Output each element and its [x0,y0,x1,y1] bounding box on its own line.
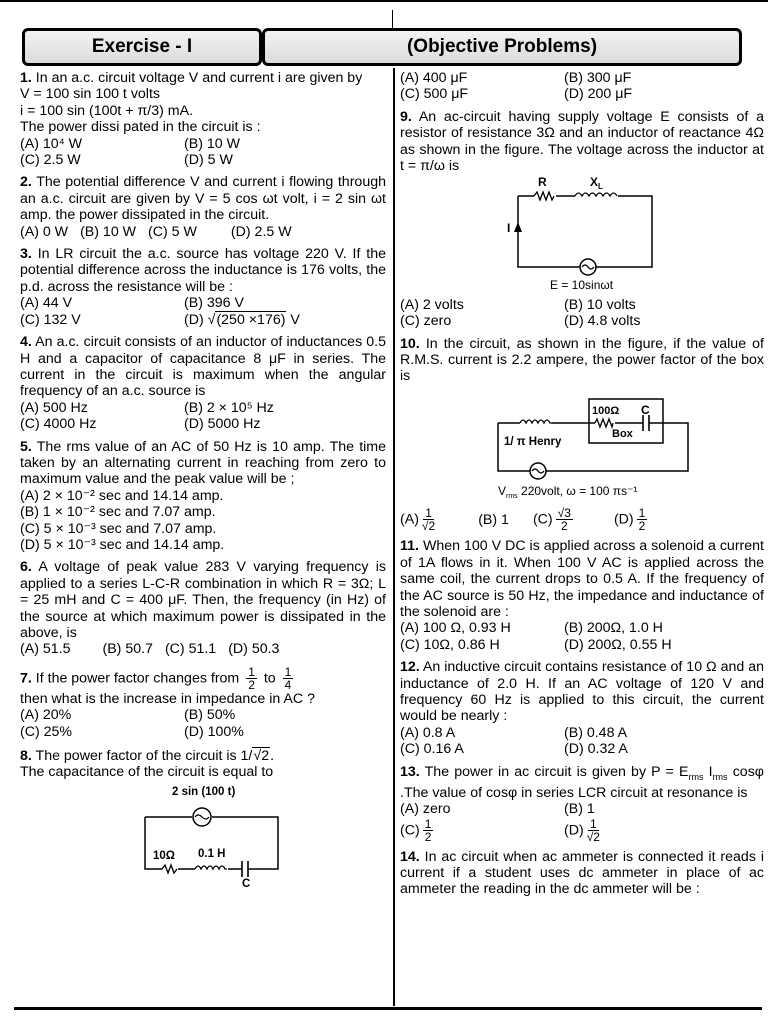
q5-option-d[interactable]: (D) 5 × 10⁻³ sec and 14.14 amp. [20,536,225,553]
q12-text: An inductive circuit contains resistance of 10 Ω and an inductance of 2.0 H. If an AC voltage of 120 V and frequency 60 Hz is applied to this circuit, the current would be nearly : [400,659,764,725]
q9-xl-main: X [590,175,599,190]
q9-text: An ac-circuit having supply voltage E consists of a resistor of resistance 3Ω and an inductor of reactance 4Ω as shown in the figure. The voltage across the inductor at t = π/ω is [400,108,764,175]
q2-option-c[interactable]: (C) 5 W [148,223,197,240]
question-13 [400,764,764,843]
q8-l-label: 0.1 H [198,847,226,860]
q3-option-c[interactable]: (C) 132 V [20,311,81,328]
q9-resistor-icon [534,192,554,200]
q8-option-a[interactable]: (A) 400 μF [400,70,468,86]
q1-options [20,136,386,169]
q4-options [20,400,386,433]
exercise-title [22,28,262,66]
q10-option-d[interactable] [614,507,650,532]
q9-option-b[interactable]: (B) 10 volts [564,296,636,313]
q10-c-label: C [641,402,650,417]
q13-options [400,801,764,842]
q3-options [20,295,386,328]
q10-capacitor-icon [643,415,649,431]
question-9 [400,109,764,330]
q14-number: 14. [400,848,420,865]
question-2 [20,174,386,240]
q10-number: 10. [400,335,420,352]
q10-a-label: (A) [400,511,419,528]
q8-capacitor-icon [242,861,248,877]
q7-text-b: to [263,670,276,687]
q10-l-label: 1/ π Henry [504,435,562,448]
q10-d-den: 2 [638,519,646,534]
q10-options [400,507,764,532]
q9-r-label: R [538,175,547,190]
top-tick [392,10,393,28]
question-3 [20,246,386,328]
q9-xl-label [590,175,603,191]
q5-text: The rms value of an AC of 50 Hz is 10 amp. The time taken by an alternating current in reaching from zero to maximum value and the peak value will be ; [20,438,387,488]
q13-option-b[interactable]: (B) 1 [564,801,595,818]
question-4 [20,334,386,432]
q7-number: 7. [20,670,32,687]
q10-option-a[interactable] [400,507,438,532]
q1-prompt: The power dissi pated in the circuit is : [20,119,261,136]
q7-frac1-num: 1 [248,664,255,679]
q8-r-label: 10Ω [153,849,176,862]
section-title-text: (Objective Problems) [406,36,598,57]
q3-number: 3. [20,246,32,263]
q8-sqrt: √2 [253,748,270,765]
question-14 [400,849,764,898]
q3-option-d[interactable]: (D) √(250 ×176) V [184,311,300,328]
q13-option-c[interactable] [400,818,560,843]
q4-option-b[interactable]: (B) 2 × 10⁵ Hz [184,399,274,416]
q8-option-b[interactable]: (B) 300 μF [564,70,632,86]
q7-fraction-1 [246,666,257,691]
q10-r-label: 100Ω [592,404,620,417]
column-divider [393,68,395,1006]
q12-option-a[interactable]: (A) 0.8 A [400,724,456,741]
q2-text: The potential difference V and current i flowing through an a.c. circuit are given by V = 5 cos ωt volt, i = 2 sin ωt amp. the power dissipated in the circuit. [20,174,386,224]
q11-option-c[interactable]: (C) 10Ω, 0.86 H [400,636,500,653]
q7-option-c[interactable]: (C) 25% [20,723,73,740]
q13-d-label: (D) [564,821,584,838]
question-1 [20,70,386,168]
question-8 [20,748,386,891]
q1-option-a[interactable]: (A) 10⁴ W [20,135,83,152]
q2-option-b[interactable]: (B) 10 W [80,223,137,240]
q13-d-frac: $\frac{1}{√2}$ [586,816,600,844]
q8-number: 8. [20,748,32,765]
q11-number: 11. [400,538,419,555]
q1-option-d[interactable]: (D) 5 W [184,152,233,169]
q1-option-c[interactable]: (C) 2.5 W [20,152,81,169]
q7-frac2-den: 4 [284,677,292,692]
q12-options [400,725,764,758]
q9-xl-sub: L [598,182,603,192]
q11-option-a[interactable]: (A) 100 Ω, 0.93 H [400,620,511,637]
q2-options [20,224,386,240]
question-11 [400,538,764,653]
q3-text: In LR circuit the a.c. source has voltage 220 V. If the potential difference across the inductance is 176 volts, the p.d. across the resistance will be : [20,246,386,295]
q13-c-den: 2 [424,829,432,844]
q10-resistor-icon [595,419,613,427]
q10-box-label: Box [612,427,633,440]
q5-number: 5. [20,438,32,455]
q4-text: An a.c. circuit consists of an inductor of inductances 0.5 H and a capacitor of capacitance 8 μF in series. The current in the circuit is maximum when the angular frequency of an a.c. source is [20,334,386,400]
q13-d-num: 1 [590,816,597,831]
q8-resistor-icon [162,865,177,873]
q8-circuit-figure [20,781,386,887]
q5-option-b[interactable]: (B) 1 × 10⁻² sec and 7.07 amp. [20,504,216,521]
q3-option-b[interactable]: (B) 396 V [184,295,244,312]
q3-option-a[interactable]: (A) 44 V [20,295,73,312]
q9-i-label: I [507,221,511,236]
q10-d-frac [637,507,648,532]
q8-text-a: The power factor of the circuit is 1/ [35,748,253,765]
q6-text: A voltage of peak value 283 V varying frequency is applied to a series L-C-R combination in which R = 3Ω; L = 25 mH and C = 400 μF. Then, the frequency (in Hz) of the source at which maximum power is dissipated in the above, is [20,559,386,641]
q10-source-rest: 220volt, ω = 100 πs⁻¹ [517,483,638,498]
q14-text: In ac circuit when ac ammeter is connected it reads i current if a student uses dc ammeter in place of ac ammeter the reading in the dc ammeter will be : [400,848,764,898]
q10-option-b[interactable]: (B) 1 [478,511,509,528]
q4-option-d[interactable]: (D) 5000 Hz [184,416,261,433]
question-6 [20,559,386,657]
question-7 [20,666,386,740]
left-column [20,70,386,897]
q12-option-c[interactable]: (C) 0.16 A [400,741,464,758]
q10-source-sub: rms [506,492,518,500]
q10-a-num: 1 [425,506,432,521]
q9-options [400,297,764,330]
q7-text-c: then what is the increase in impedance in AC ? [20,690,315,707]
q13-option-d[interactable] [564,818,764,843]
q8-options [400,70,764,103]
q4-number: 4. [20,334,32,351]
q10-c-num: 3 [564,506,571,521]
q8-text-b: . [270,748,275,765]
q9-e-label: E = 10sinωt [550,278,614,293]
q11-option-d[interactable]: (D) 200Ω, 0.55 H [564,636,672,653]
q13-sub-1: rms [688,771,704,782]
q8-c-label: C [242,877,251,887]
q9-option-c[interactable]: (C) zero [400,313,452,330]
q4-option-a[interactable]: (A) 500 Hz [20,399,88,416]
q1-option-b[interactable]: (B) 10 W [184,135,240,152]
q7-text-a: If the power factor changes from [35,670,240,687]
q10-text: In the circuit, as shown in the figure, if the value of R.M.S. current is 2.2 ampere, the power factor of the box is [400,335,764,385]
q8-option-d[interactable]: (D) 200 μF [564,86,633,103]
q9-wires [518,196,652,267]
q10-inductor-icon [520,420,552,423]
q7-options [20,707,386,740]
q10-circuit-figure [400,385,764,501]
q8-option-c[interactable]: (C) 500 μF [400,86,469,103]
q13-option-a[interactable]: (A) zero [400,801,451,818]
q1-text: In an a.c. circuit voltage V and current i are given by [35,70,363,86]
q7-frac1-den: 2 [248,677,255,692]
q6-options [20,641,386,657]
q2-option-a[interactable]: (A) 0 W [20,223,69,240]
q9-current-arrow-icon [514,222,522,232]
question-5 [20,439,386,554]
q7-frac2-num: 1 [284,664,292,679]
q13-c-label: (C) [400,821,420,838]
top-rule [0,0,768,2]
question-10 [400,336,764,533]
q10-source-v: V [498,483,507,498]
q10-d-label: (D) [613,511,634,528]
bottom-rule [14,1007,762,1010]
q9-circuit-figure [400,174,764,292]
q8-sqrt-value: 2 [261,748,270,765]
q5-option-c[interactable]: (C) 5 × 10⁻³ sec and 7.07 amp. [20,520,217,537]
q3-option-d-label: (D) [184,311,204,328]
exercise-title-text: Exercise - I [91,36,193,57]
q10-source-label [498,484,637,500]
q8-inductor-icon [195,866,227,869]
q6-option-b[interactable]: (B) 50.7 [102,641,153,658]
q13-c-frac [423,818,434,843]
q9-inductor-icon [575,193,617,196]
q7-fraction-2 [283,666,294,691]
q9-option-a[interactable]: (A) 2 volts [400,296,464,313]
q7-option-d[interactable]: (D) 100% [184,723,244,740]
q11-text: When 100 V DC is applied across a solenoid a current of 1A flows in it. When 100 V AC is applied across the same coil, the current drops to 0.5 A. If the frequency of the AC source is 50 Hz, the impedance and inductance of the solenoid are : [400,538,764,620]
q11-option-b[interactable]: (B) 200Ω, 1.0 H [564,620,663,637]
q13-text-2: I [703,763,713,780]
q12-option-d[interactable]: (D) 0.32 A [564,741,628,758]
q1-eq-v: V = 100 sin 100 t volts [20,86,160,103]
q6-number: 6. [20,559,32,576]
q7-option-b[interactable]: (B) 50% [184,707,236,724]
section-title [262,28,742,66]
q12-number: 12. [400,659,420,676]
q11-options [400,620,764,653]
q13-text-3: cosφ .The value of cosφ in series LCR circuit at resonance is [400,763,764,801]
q6-option-d[interactable]: (D) 50.3 [228,641,280,658]
q13-sub-2: rms [712,771,728,782]
q10-option-c[interactable] [533,507,576,532]
q13-c-num: 1 [424,816,432,831]
question-12 [400,659,764,757]
q5-option-a[interactable]: (A) 2 × 10⁻² sec and 14.14 amp. [20,487,224,504]
q13-number: 13. [400,763,420,780]
q10-c-label-opt: (C) [532,511,553,528]
q4-option-c[interactable]: (C) 4000 Hz [20,416,97,433]
q10-d-num: 1 [638,506,646,521]
q13-text: The power in ac circuit is given by P = E [424,763,689,780]
q9-number: 9. [400,108,412,125]
q10-c-den: 2 [560,519,568,534]
q3-option-d-unit: V [290,311,300,328]
q6-option-a[interactable]: (A) 51.5 [20,641,71,658]
q8-options-continued [400,70,764,103]
q2-option-d[interactable]: (D) 2.5 W [230,223,292,240]
q3-option-d-radicand: (250 ×176) [216,311,286,328]
q6-option-c[interactable]: (C) 51.1 [164,641,217,658]
q10-a-den: 2 [428,519,436,534]
q1-eq-i: i = 100 sin (100t + π/3) mA. [20,102,194,119]
q7-option-a[interactable]: (A) 20% [20,707,72,724]
q1-number: 1. [20,70,32,86]
right-column [400,70,764,904]
q12-option-b[interactable]: (B) 0.48 A [564,724,628,741]
q9-option-d[interactable]: (D) 4.8 volts [564,313,641,330]
q13-d-den: 2 [593,829,600,844]
q8-line-2: The capacitance of the circuit is equal to [20,764,274,781]
q8-source-label: 2 sin (100 t) [172,785,236,798]
q2-number: 2. [20,174,32,191]
q10-a-frac: $\frac{1}{√2}$ [421,506,436,534]
q10-c-frac: $\frac{√3}{2}$ [557,506,571,534]
